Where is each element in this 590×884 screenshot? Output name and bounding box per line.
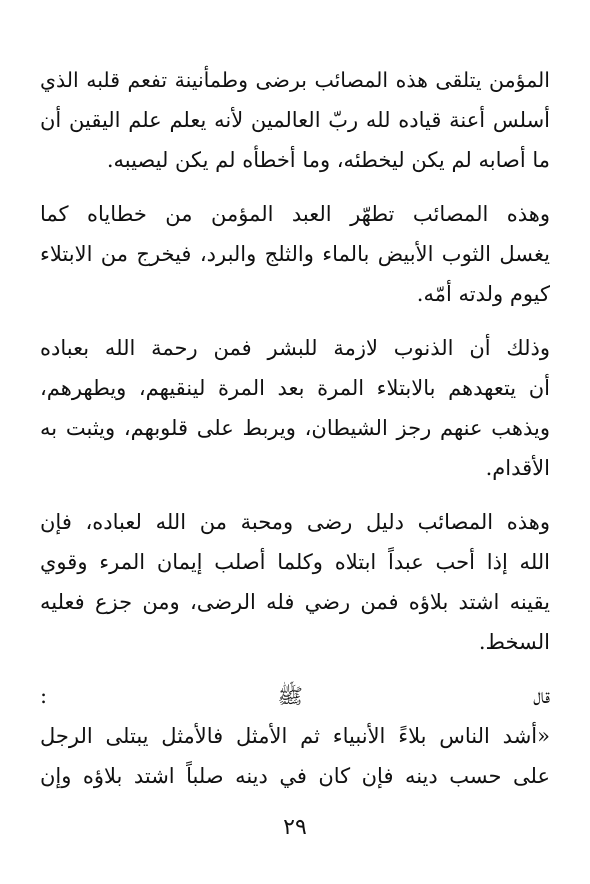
text-line: المؤمن يتلقى هذه المصائب برضى وطمأنينة تفعم قلبه الذي [40, 68, 550, 92]
text-line: وهذه المصائب دليل رضى ومحبة من الله لعباده، فإن [40, 510, 550, 534]
text-line: الأقدام. [485, 456, 550, 480]
text-line: أسلس أعنة قياده لله ربّ العالمين لأنه يعلم علم اليقين أن [40, 108, 550, 132]
page-number: ٢٩ [283, 815, 307, 840]
hadith-line: على حسب دينه فإن كان في دينه صلباً اشتد بلاؤه وإن [40, 764, 550, 788]
page-body [40, 60, 550, 810]
text-line: كيوم ولدته أمّه. [416, 282, 550, 306]
hadith-intro: قال ﷺ : [40, 684, 550, 708]
paragraph-2 [40, 194, 550, 314]
text-line: يغسل الثوب الأبيض بالماء والثلج والبرد، فيخرج من الابتلاء [40, 242, 550, 266]
hadith-section [40, 676, 550, 796]
text-line: ويذهب عنهم رجز الشيطان، ويربط على قلوبهم، ويثبت به [40, 416, 550, 440]
text-line: الله إذا أحب عبداً ابتلاه وكلما أصلب إيمان المرء وقوي [40, 550, 550, 574]
text-line: وهذه المصائب تطهّر العبد المؤمن من خطاياه كما [40, 202, 550, 226]
text-line: يقينه اشتد بلاؤه فمن رضي فله الرضى، ومن جزع فعليه [40, 590, 550, 614]
paragraph-3 [40, 328, 550, 488]
hadith-line: «أشد الناس بلاءً الأنبياء ثم الأمثل فالأمثل يبتلى الرجل [40, 724, 550, 748]
text-line: السخط. [478, 630, 550, 654]
text-line: أن يتعهدهم بالابتلاء المرة بعد المرة لينقيهم، ويطهرهم، [40, 376, 550, 400]
text-line: ما أصابه لم يكن ليخطئه، وما أخطأه لم يكن ليصيبه. [106, 148, 550, 172]
text-line: وذلك أن الذنوب لازمة للبشر فمن رحمة الله بعباده [40, 336, 550, 360]
paragraph-1 [40, 60, 550, 180]
paragraph-4 [40, 502, 550, 662]
